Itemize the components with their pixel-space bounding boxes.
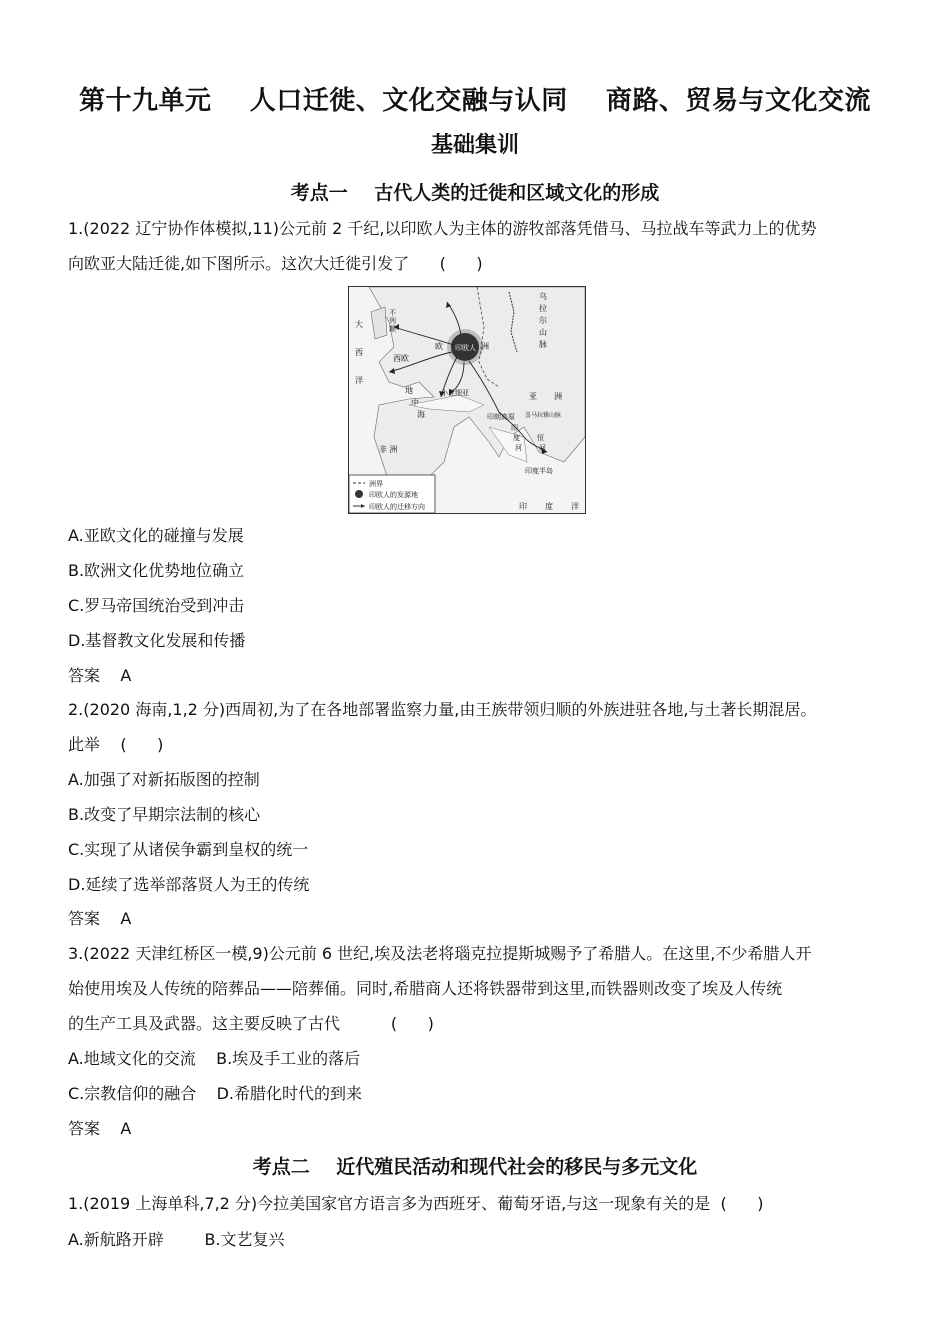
section-2-question-1-options-row-1: A.新航路开辟 B.文艺复兴: [68, 1230, 285, 1249]
question-1-option-d: D.基督教文化发展和传播: [68, 631, 246, 650]
label-indian-ocean: 度: [545, 502, 553, 511]
section-heading-1: 考点一 古代人类的迁徙和区域文化的形成: [290, 182, 660, 204]
land-mass: [369, 287, 585, 487]
migration-map: [349, 287, 585, 513]
label-mediterranean: 地: [405, 386, 413, 395]
label-indus: 印: [511, 424, 518, 432]
question-1-option-c: C.罗马帝国统治受到冲击: [68, 596, 245, 615]
question-2-answer: 答案 A: [68, 909, 132, 928]
label-europe: 欧: [435, 342, 443, 351]
question-1-option-a: A.亚欧文化的碰撞与发展: [68, 526, 244, 545]
label-africa: 非 洲: [379, 445, 398, 454]
legend-border-label: 洲界: [369, 480, 383, 488]
section-2-question-1-stem: 1.(2019 上海单科,7,2 分)今拉美国家官方语言多为西班牙、葡萄牙语,与这一现象有关的是: [68, 1194, 711, 1213]
migration-map-figure: [348, 286, 586, 514]
question-3-text-line-1: 3.(2022 天津红桥区一模,9)公元前 6 世纪,埃及法老将瑙克拉提斯城赐予了希腊人。在这里,不少希腊人开: [68, 944, 812, 963]
label-ganges: 河: [539, 444, 546, 452]
britain-island: [371, 307, 387, 339]
label-asia: 亚: [529, 392, 537, 401]
section-heading-2: 考点二 近代殖民活动和现代社会的移民与多元文化: [252, 1156, 698, 1178]
question-1-stem-end: 向欧亚大陆迁徙,如下图所示。这次大迁徙引发了: [68, 254, 410, 273]
label-britain: 列: [389, 317, 396, 325]
page-title: 第十九单元 人口迁徙、文化交融与认同 商路、贸易与文化交流: [79, 86, 871, 116]
question-3-options-row-2: C.宗教信仰的融合 D.希腊化时代的到来: [68, 1084, 363, 1103]
label-britain: 不: [389, 309, 396, 317]
label-mediterranean: 海: [417, 410, 425, 419]
answer-blank: ( ): [439, 254, 483, 273]
label-atlantic: 洋: [355, 376, 363, 385]
answer-blank: ( ): [390, 1014, 434, 1033]
label-indo-europeans: 印欧人: [455, 344, 476, 352]
question-2-text-line-2: [68, 734, 888, 756]
label-asia-minor: 小亚细亚: [441, 389, 469, 397]
label-ural: 乌: [539, 292, 547, 301]
question-2-option-a: A.加强了对新拓版图的控制: [68, 770, 260, 789]
section-2-question-1-text: [68, 1193, 888, 1215]
label-iran-plateau: 印朗高原: [487, 413, 515, 421]
label-ural: 尔: [539, 316, 547, 325]
question-3-text-line-3: [68, 1013, 888, 1035]
question-1-option-b: B.欧洲文化优势地位确立: [68, 561, 245, 580]
label-indian-ocean: 印: [519, 502, 527, 511]
question-3-answer: 答案 A: [68, 1119, 132, 1138]
label-ganges: 恒: [537, 434, 544, 442]
label-india-peninsula: 印度半岛: [525, 467, 553, 475]
question-2-option-c: C.实现了从诸侯争霸到皇权的统一: [68, 840, 309, 859]
question-3-text-line-2: 始使用埃及人传统的陪葬品——陪葬俑。同时,希腊商人还将铁器带到这里,而铁器则改变了埃及人传统: [68, 979, 783, 998]
question-3-stem-end: 的生产工具及武器。这主要反映了古代: [68, 1014, 341, 1033]
label-himalaya: 喜马拉雅山脉: [525, 412, 562, 419]
label-asia: 洲: [554, 392, 562, 401]
question-2-option-b: B.改变了早期宗法制的核心: [68, 805, 261, 824]
question-2-stem-end: 此举: [68, 735, 101, 754]
legend-route-label: 印欧人的迁移方向: [369, 503, 425, 511]
label-europe: 洲: [481, 342, 489, 351]
question-2-option-d: D.延续了选举部落贤人为王的传统: [68, 875, 310, 894]
question-3-options-row-1: A.地域文化的交流 B.埃及手工业的落后: [68, 1049, 361, 1068]
question-1-text-line-1: 1.(2022 辽宁协作体模拟,11)公元前 2 千纪,以印欧人为主体的游牧部落凭借马、马拉战车等武力上的优势: [68, 219, 817, 238]
label-indus: 度: [513, 434, 520, 442]
label-atlantic: 西: [355, 348, 363, 357]
label-britain: 颠: [389, 325, 396, 333]
label-ural: 脉: [539, 340, 547, 349]
label-ural: 拉: [539, 304, 547, 313]
legend-origin-symbol: [355, 490, 363, 498]
question-1-answer: 答案 A: [68, 666, 132, 685]
answer-blank: ( ): [120, 735, 164, 754]
answer-blank: ( ): [720, 1194, 764, 1213]
label-indian-ocean: 洋: [571, 502, 579, 511]
label-indus: 河: [515, 444, 522, 452]
page-subtitle: 基础集训: [430, 133, 519, 158]
label-atlantic: 大: [355, 320, 363, 329]
label-ural: 山: [539, 328, 547, 337]
label-mediterranean: 中: [411, 398, 419, 407]
legend-origin-label: 印欧人的发源地: [369, 491, 418, 499]
question-2-text-line-1: 2.(2020 海南,1,2 分)西周初,为了在各地部署监察力量,由王族带领归顺的外族进驻各地,与土著长期混居。: [68, 700, 817, 719]
question-1-text-line-2: [68, 253, 888, 275]
label-west-europe: 西欧: [393, 354, 409, 363]
